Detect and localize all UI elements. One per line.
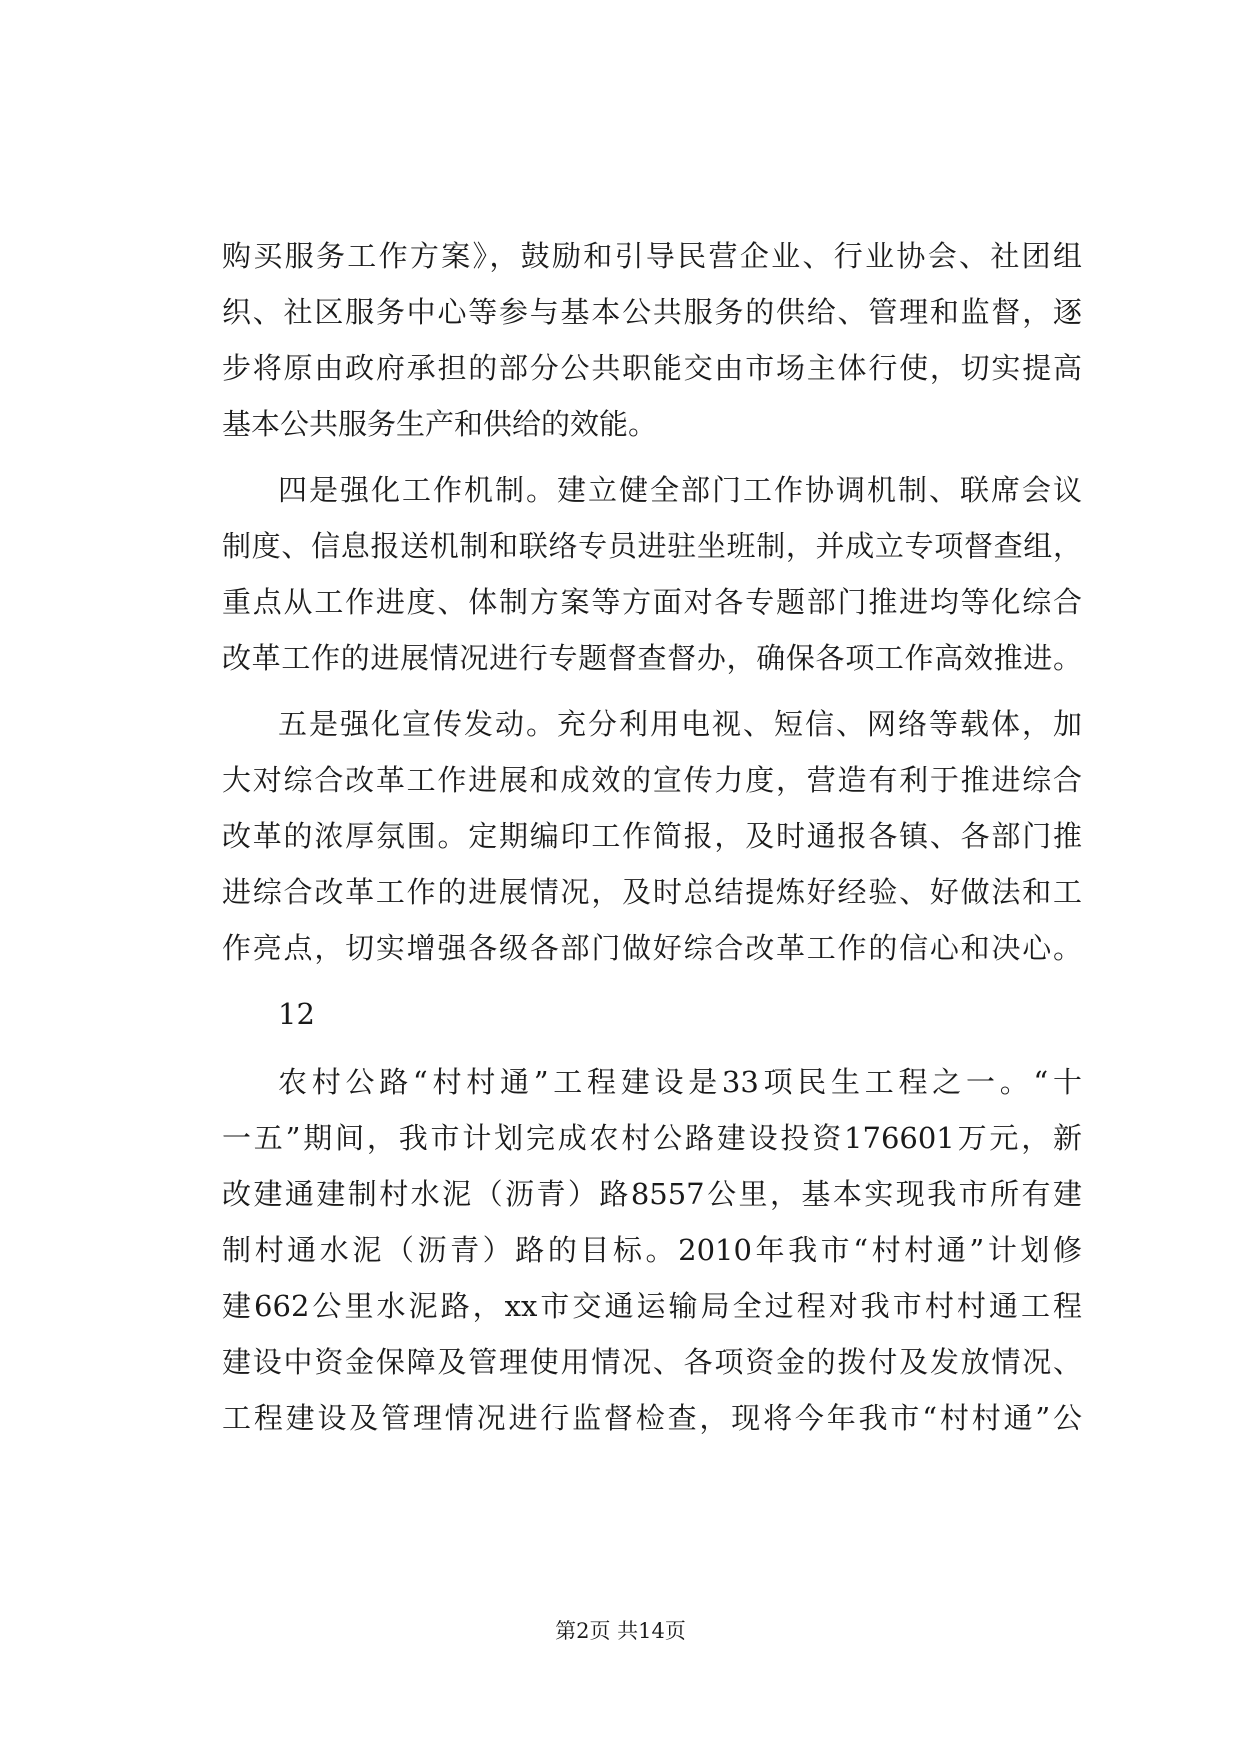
text-line: 制度、信息报送机制和联络专员进驻坐班制，并成立专项督查组， <box>222 529 1082 563</box>
text-line: 进综合改革工作的进展情况，及时总结提炼好经验、好做法和工 <box>222 875 1082 909</box>
page-footer: 第2页 共14页 <box>555 1619 686 1643</box>
text-line: 建设中资金保障及管理使用情况、各项资金的拨付及发放情况、 <box>222 1345 1082 1379</box>
text-line: 大对综合改革工作进展和成效的宣传力度，营造有利于推进综合 <box>222 763 1082 797</box>
text-line: 建662公里水泥路，xx市交通运输局全过程对我市村村通工程 <box>222 1289 1082 1323</box>
text-line: 一五”期间，我市计划完成农村公路建设投资176601万元，新 <box>222 1121 1082 1155</box>
text-line: 改革的浓厚氛围。定期编印工作简报，及时通报各镇、各部门推 <box>222 819 1082 853</box>
text-line: 工程建设及管理情况进行监督检查，现将今年我市“村村通”公 <box>222 1401 1082 1435</box>
text-line: 重点从工作进度、体制方案等方面对各专题部门推进均等化综合 <box>222 585 1082 619</box>
text-line: 改革工作的进展情况进行专题督查督办，确保各项工作高效推进。 <box>222 641 1082 675</box>
text-line: 改建通建制村水泥（沥青）路8557公里，基本实现我市所有建 <box>222 1177 1082 1211</box>
paragraph-first-line: 农村公路“村村通”工程建设是33项民生工程之一。“十 <box>278 1065 1082 1099</box>
text-line: 基本公共服务生产和供给的效能。 <box>222 407 658 441</box>
text-line: 作亮点，切实增强各级各部门做好综合改革工作的信心和决心。 <box>222 931 1082 965</box>
paragraph-first-line: 五是强化宣传发动。充分利用电视、短信、网络等载体，加 <box>278 707 1082 741</box>
text-line: 织、社区服务中心等参与基本公共服务的供给、管理和监督，逐 <box>222 295 1082 329</box>
text-line: 购买服务工作方案》，鼓励和引导民营企业、行业协会、社团组 <box>222 239 1082 273</box>
text-line: 制村通水泥（沥青）路的目标。2010年我市“村村通”计划修 <box>222 1233 1082 1267</box>
section-number: 12 <box>278 997 315 1031</box>
paragraph-first-line: 四是强化工作机制。建立健全部门工作协调机制、联席会议 <box>278 473 1082 507</box>
text-line: 步将原由政府承担的部分公共职能交由市场主体行使，切实提高 <box>222 351 1082 385</box>
